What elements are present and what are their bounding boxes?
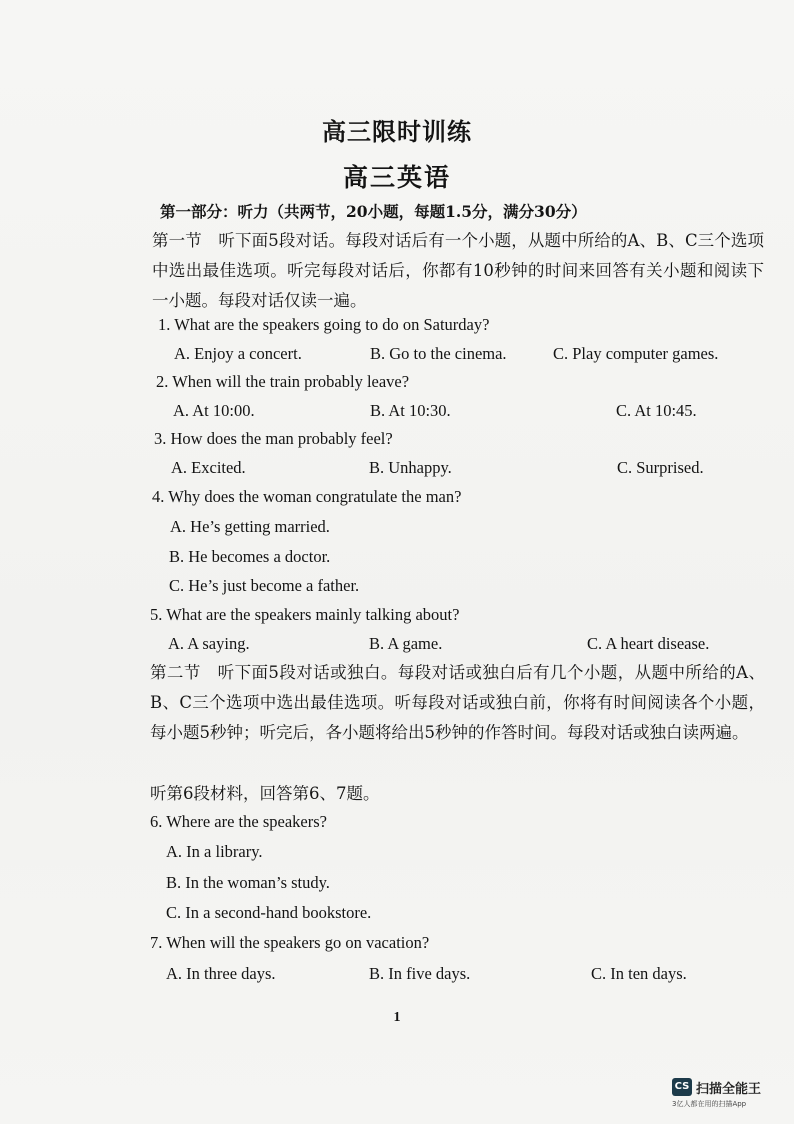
section2-instructions: 第二节 听下面5段对话或独白。每段对话或独白后有几个小题，从题中所给的A、B、C三个选项中选出最佳选项。听每段对话或独白前，你将有时间阅读各个小题，每小题5秒钟；听完后，各小题将给出5秒钟的作答时间。每段对话或独白读两遍。 (150, 663, 765, 742)
q5-option-c: C. A heart disease. (587, 634, 710, 653)
q7-option-a: A. In three days. (166, 964, 276, 983)
q5-option-a: A. A saying. (168, 634, 250, 653)
question-7: 7. When will the speakers go on vacation? (150, 933, 430, 952)
q3-option-c: C. Surprised. (617, 458, 704, 477)
q6-option-b: B. In the woman’s study. (166, 873, 330, 892)
exam-title: 高三限时训练 (322, 117, 472, 146)
q2-option-c: C. At 10:45. (616, 401, 697, 420)
exam-subject: 高三英语 (342, 163, 451, 192)
q4-option-c: C. He’s just become a father. (169, 576, 360, 595)
question-5: 5. What are the speakers mainly talking about? (150, 605, 460, 624)
brand-tagline: 3亿人都在用的扫描App (672, 1100, 747, 1108)
q7-option-c: C. In ten days. (591, 964, 687, 983)
q2-option-a: A. At 10:00. (173, 401, 255, 420)
q6-option-a: A. In a library. (166, 842, 263, 861)
question-3: 3. How does the man probably feel? (154, 429, 393, 448)
q1-option-a: A. Enjoy a concert. (174, 344, 302, 363)
q2-option-b: B. At 10:30. (370, 401, 451, 420)
scanner-watermark (672, 1076, 782, 1112)
question-4: 4. Why does the woman congratulate the man? (152, 487, 462, 506)
q3-option-b: B. Unhappy. (369, 458, 452, 477)
q1-option-b: B. Go to the cinema. (370, 344, 507, 363)
question-1: 1. What are the speakers going to do on Saturday? (158, 315, 490, 334)
q7-option-b: B. In five days. (369, 964, 471, 983)
q3-option-a: A. Excited. (171, 458, 246, 477)
camscanner-logo-icon: CS (672, 1078, 692, 1096)
q1-option-c: C. Play computer games. (553, 344, 719, 363)
q4-option-a: A. He’s getting married. (170, 517, 330, 536)
q5-option-b: B. A game. (369, 634, 443, 653)
section1-instructions: 第一节 听下面5段对话。每段对话后有一个小题，从题中所给的A、B、C三个选项中选出最佳选项。听完每段对话后，你都有10秒钟的时间来回答有关小题和阅读下一小题。每段对话仅读一遍。 (152, 231, 764, 310)
page-number: 1 (393, 1010, 401, 1025)
question-6: 6. Where are the speakers? (150, 812, 327, 831)
brand-name: 扫描全能王 (696, 1082, 762, 1097)
part1-heading: 第一部分：听力（共两节，20小题，每题1.5分，满分30分） (160, 202, 587, 221)
question-2: 2. When will the train probably leave? (156, 372, 410, 391)
material-6-prompt: 听第6段材料，回答第6、7题。 (150, 784, 380, 803)
q6-option-c: C. In a second-hand bookstore. (166, 903, 372, 922)
q4-option-b: B. He becomes a doctor. (169, 547, 331, 566)
